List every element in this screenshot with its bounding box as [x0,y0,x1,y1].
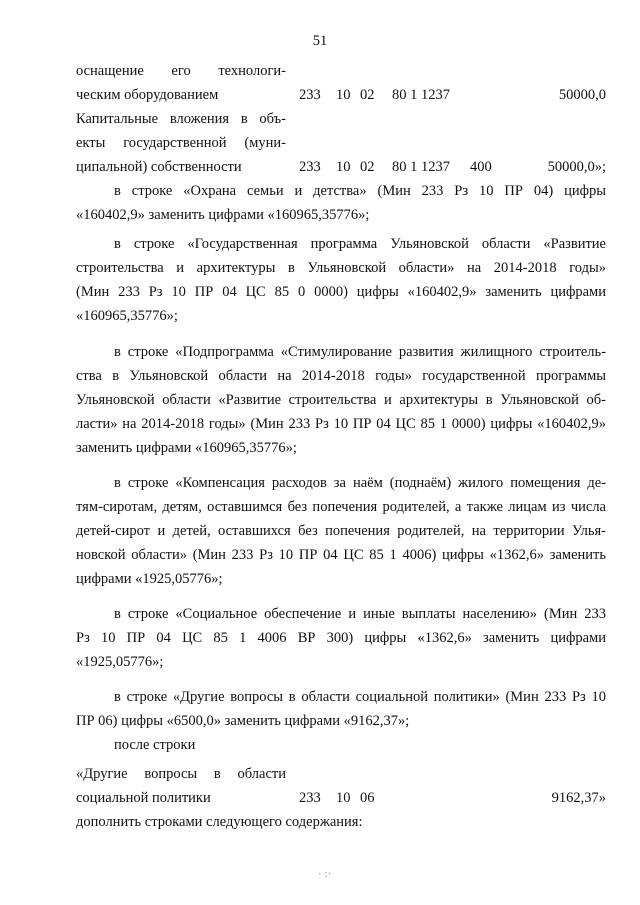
paragraph-line: «1925,05776»; [76,654,164,670]
paragraph-line: в строке «Социальное обеспечение и иные выплаты населению» (Мин 233 [114,606,606,622]
paragraph-line: «160965,35776»; [76,308,178,324]
paragraph-line: ства в Ульяновской области на 2014-2018 годы» государственной программы [76,368,606,384]
table-row [76,159,606,176]
paragraph-line: Рз 10 ПР 04 ЦС 85 1 4006 ВР 300) цифры «1362,6» заменить цифрами [76,630,606,646]
row-name: «Другие вопросы в области [76,766,286,782]
min-code: 233 [299,790,321,806]
pr-code: 02 [360,159,375,175]
table-row [76,111,606,128]
paragraph-line: строительства и архитектуры в Ульяновской области» на 2014-2018 годы» [76,260,606,276]
paragraph-line: в строке «Охрана семьи и детства» (Мин 233 Рз 10 ПР 04) цифры [114,183,606,199]
paragraph-line: детей-сирот и детей, оставшихся без попечения родителей, на территории Улья- [76,523,606,539]
closing-line: дополнить строками следующего содержания: [76,814,363,830]
cs-code: 80 1 1237 [392,87,450,103]
table-row [76,790,606,807]
table-row [76,135,606,152]
rz-code: 10 [336,790,351,806]
vr-code: 400 [470,159,492,175]
sum-value: 50000,0»; [547,159,606,175]
paragraph-line: в строке «Государственная программа Ульяновской области «Развитие [114,236,606,252]
cs-code: 80 1 1237 [392,159,450,175]
row-name: Капитальные вложения в объ- [76,111,286,127]
min-code: 233 [299,87,321,103]
table-row [76,63,606,80]
rz-code: 10 [336,87,351,103]
paragraph-line: тям-сиротам, детям, оставшимся без попечения родителей, а также лицам из числа [76,499,606,515]
paragraph-line: ПР 06) цифры «6500,0» заменить цифрами «9162,37»; [76,713,410,729]
rz-code: 10 [336,159,351,175]
paragraph-line: новской области» (Мин 233 Рз 10 ПР 04 ЦС 85 1 4006) цифры «1362,6» заменить [76,547,606,563]
row-name: ческим оборудованием [76,87,219,103]
paragraph-line: «160402,9» заменить цифрами «160965,35776»; [76,207,370,223]
paragraph-line: после строки [114,737,196,753]
row-name: екты государственной (муни- [76,135,286,151]
paragraph-line: в строке «Другие вопросы в области социальной политики» (Мин 233 Рз 10 [114,689,606,705]
row-name: социальной политики [76,790,211,806]
paragraph-line: в строке «Подпрограмма «Стимулирование развития жилищного строитель- [114,344,606,360]
sum-value: 9162,37» [551,790,606,806]
paragraph-line: Ульяновской области «Развитие строительства и архитектуры в Ульяновской об- [76,392,606,408]
table-row [76,87,606,104]
pr-code: 06 [360,790,375,806]
min-code: 233 [299,159,321,175]
scan-artifact: · :· [318,868,332,880]
table-row [76,766,606,783]
paragraph-line: ласти» на 2014-2018 годы» (Мин 233 Рз 10 ПР 04 ЦС 85 1 0000) цифры «160402,9» [76,416,606,432]
sum-value: 50000,0 [558,87,606,103]
row-name: ципальной) собственности [76,159,242,175]
paragraph-line: заменить цифрами «160965,35776»; [76,440,297,456]
page-number: 51 [312,33,328,49]
row-name: оснащение его технологи- [76,63,286,79]
paragraph-line: в строке «Компенсация расходов за наём (поднаём) жилого помещения де- [114,475,606,491]
pr-code: 02 [360,87,375,103]
paragraph-line: (Мин 233 Рз 10 ПР 04 ЦС 85 0 0000) цифры «160402,9» заменить цифрами [76,284,606,300]
paragraph-line: цифрами «1925,05776»; [76,571,223,587]
